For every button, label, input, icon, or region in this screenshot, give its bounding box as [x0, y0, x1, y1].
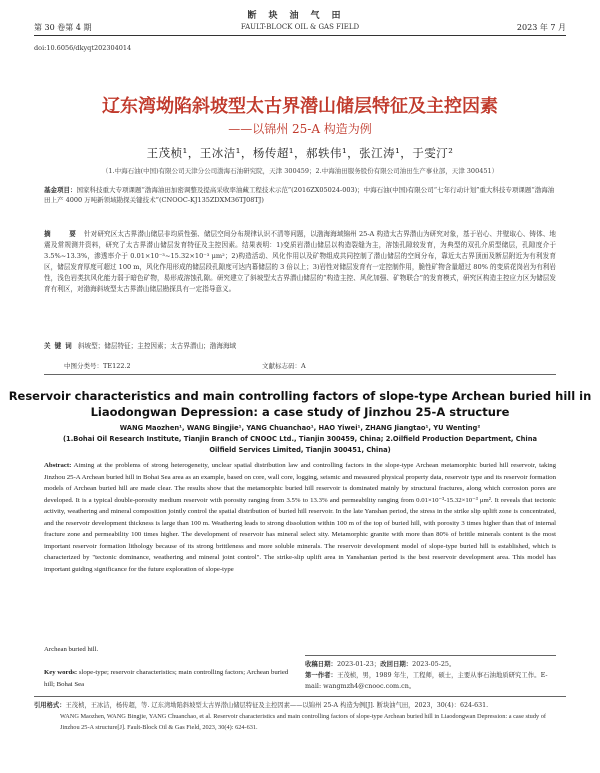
author-list: 王茂桢¹，王冰洁¹，杨传超¹，郝轶伟¹，张江涛¹，于雯汀² [146, 146, 454, 160]
first-author-row [305, 670, 556, 692]
journal-name-cn: 断块油气田 [247, 11, 353, 21]
abstract-en-label: Abstract: [44, 462, 72, 469]
received-date: 2023-01-23； [336, 660, 381, 668]
classification-number: 中图分类号：TE122.2 [64, 362, 131, 370]
keywords-cn-label: 关键词 [44, 342, 76, 350]
doi-label[interactable]: doi:10.6056/dkyqt202304014 [34, 44, 132, 52]
funding-text: 国家科技重大专项课题“渤海油田加密调整及提高采收率油藏工程技术示范”(2016ZX05024-003)；中海石油(中国)有限公司“七年行动计划”重大科技专项课题“渤海油田上产 4000 万吨新领域勘探关键技术”(CNOOC-KJ135ZDXM36TJ08TJ) [44, 186, 555, 204]
header-rule [34, 35, 566, 36]
article-info-box [305, 655, 556, 692]
received-row [305, 659, 556, 670]
abstract-en-text: Aiming at the problems of strong heterogeneity, unclear spatial distribution law and controlling factors in the slope-type Archean metamorphic buried hill reservoir, taking Jinzhou 25-A Archean buried hill in Bohai Sea area as an example, based on core, wall core, logging, seismic and measured physical property data, reservoir type and its reservoir formation models of Archean buried hill are made clear. The results show that the metamorphic buried hill reservoir is dominated mainly by structural fractures, along which corrosion pores are developed. It is a typical double-porosity medium reservoir with porosity ranging from 3.5% to 13.3% and permeability ranging from 0.01×10⁻³-15.32×10⁻³ μm². It reveals that tectonic activity, weathering and mineral composition jointly control the spatial distribution of buried hill reservoir. In the late Yanshan period, the stress in the strike slip uplift zone is concentrated, and the reservoir development thickness is large than 100 m. Weathering leads to strong dissolution within 100 m of the top of buried hill, with porosity 3 times higher than that of internal fracture zone and permeability 100 times higher. The development of reservoir has mineral select sity. Metamorphic granite with more than 80% of brittle minerals content is the most important reservoir formation lithology because of its strong brittleness and more soluble minerals. The reservoir development model of slope-type buried hill is established, which is characterized by "tectonic dominance, weathering and mineral joint control". The strike-slip uplift area in Yanshanian period is the best reservoir development area. This model has important guiding significance for the future exploration of slope-type [44, 462, 556, 573]
section-divider [44, 374, 556, 375]
funding-label: 基金项目： [44, 186, 77, 194]
keywords-en-label: Key words: [44, 669, 78, 676]
author-affiliation: （1.中海石油(中国)有限公司天津分公司渤海石油研究院，天津 300459；2.中海油田服务股份有限公司油田生产事业部，天津 300451） [101, 167, 499, 175]
document-code: 文献标志码：A [262, 362, 306, 370]
keywords-en [44, 667, 294, 690]
funding-note [44, 185, 556, 205]
author-list-en: WANG Maozhen¹, WANG Bingjie¹, YANG Chuanchao¹, HAO Yiwei¹, ZHANG Jiangtao¹, YU Wenting² [119, 424, 481, 432]
article-subtitle: ——以锦州 25-A 构造为例 [228, 122, 372, 136]
citation-label: 引用格式： [34, 702, 66, 709]
citation-cn-text: 王茂桢，王冰洁，杨传超，等. 辽东湾坳陷斜坡型太古界潜山储层特征及主控因素——以锦州 25-A 构造为例[J]. 断块油气田，2023，30(4)：624-631. [65, 702, 489, 709]
citation-en: WANG Maozhen, WANG Bingjie, YANG Chuanchao, et al. Reservoir characteristics and main controlling factors of slope-type Archean buried hill in Liaodongwan Depression: a case study of Jinzhou 25-A structure[J]. Fault-Block Oil & Gas Field, 2023, 30(4): 624-631. [60, 713, 546, 732]
keywords-cn [44, 340, 236, 350]
revised-date: 2023-05-25。 [412, 660, 456, 668]
abstract-cn-text: 针对研究区太古界潜山储层非均质性强、储层空间分布规律认识不清等问题，以渤海海域锦州 25-A 构造太古界潜山为研究对象，基于岩心、井壁取心、铸体、地震及常规测井资料，研究了太古界潜山储层发育特征及主控因素。结果表明：1)变质岩潜山储层以构造裂缝为主，溶蚀孔隙较发育，为典型的双孔介质型储层，孔隙度介于 3.5%~13.3%，渗透率介于 0.01×10⁻³~15.32×10⁻³ μm²；2)构造活动、风化作用以及矿物组成共同控制了潜山储层的空间分布，靠近太古界顶面及断层附近为有利发育区，储层发育厚度可超过 100 m，风化作用形成的储层段孔隙度可达内幕储层的 3 倍以上；3)岩性对储层发育有一定控制作用，脆性矿物含量超过 80% 的变质花岗岩为有利岩性，浅色岩类抗风化能力弱于暗色矿物，易形成溶蚀孔隙。研究建立了斜坡型太古界潜山储层的“构造主控、风化加强、矿物联合”的发育模式，研究区构造主控应力区为储层发育有利区，对渤海斜坡型太古界潜山储层勘探具有一定指导意义。 [44, 230, 556, 293]
first-author-label: 第一作者： [305, 671, 337, 679]
revised-label: 改回日期： [380, 660, 413, 668]
keywords-cn-text: 斜坡型；储层特征；主控因素；太古界潜山；渤海海域 [77, 342, 237, 350]
first-author-bio[interactable]: 王茂桢，男，1989 年生，工程师，硕士，主要从事石油地质研究工作。E-mail: wangmzh4@cnooc.com.cn。 [305, 671, 548, 690]
citation-cn [34, 700, 566, 711]
abstract-cn [44, 229, 556, 294]
keywords-en-text: slope-type; reservoir characteristics; main controlling factors; Archean buried hill; Bohai Sea [44, 669, 289, 688]
issue-date: 2023 年 7 月 [516, 23, 566, 32]
citation-block [34, 700, 566, 734]
volume-issue: 第 30 卷第 4 期 [34, 23, 92, 32]
abstract-en [44, 460, 556, 575]
abstract-cn-label: 摘 要 [44, 230, 82, 238]
citation-divider [34, 696, 566, 697]
abstract-en-tail: Archean buried hill. [44, 646, 99, 653]
received-label: 收稿日期： [305, 660, 337, 668]
journal-name-en: FAULT-BLOCK OIL & GAS FIELD [240, 23, 360, 31]
article-title: 辽东湾坳陷斜坡型太古界潜山储层特征及主控因素 [102, 96, 498, 117]
author-affiliation-en: (1.Bohai Oil Research Institute, Tianjin Branch of CNOOC Ltd., Tianjin 300459, China; 2.Oilfield Production Department, China Oilfield Services Limited, Tianjin 300451, China) [62, 435, 537, 454]
article-title-en: Reservoir characteristics and main controlling factors of slope-type Archean buried hill in Liaodongwan Depression: a case study of Jinzhou 25-A structure [8, 389, 592, 419]
